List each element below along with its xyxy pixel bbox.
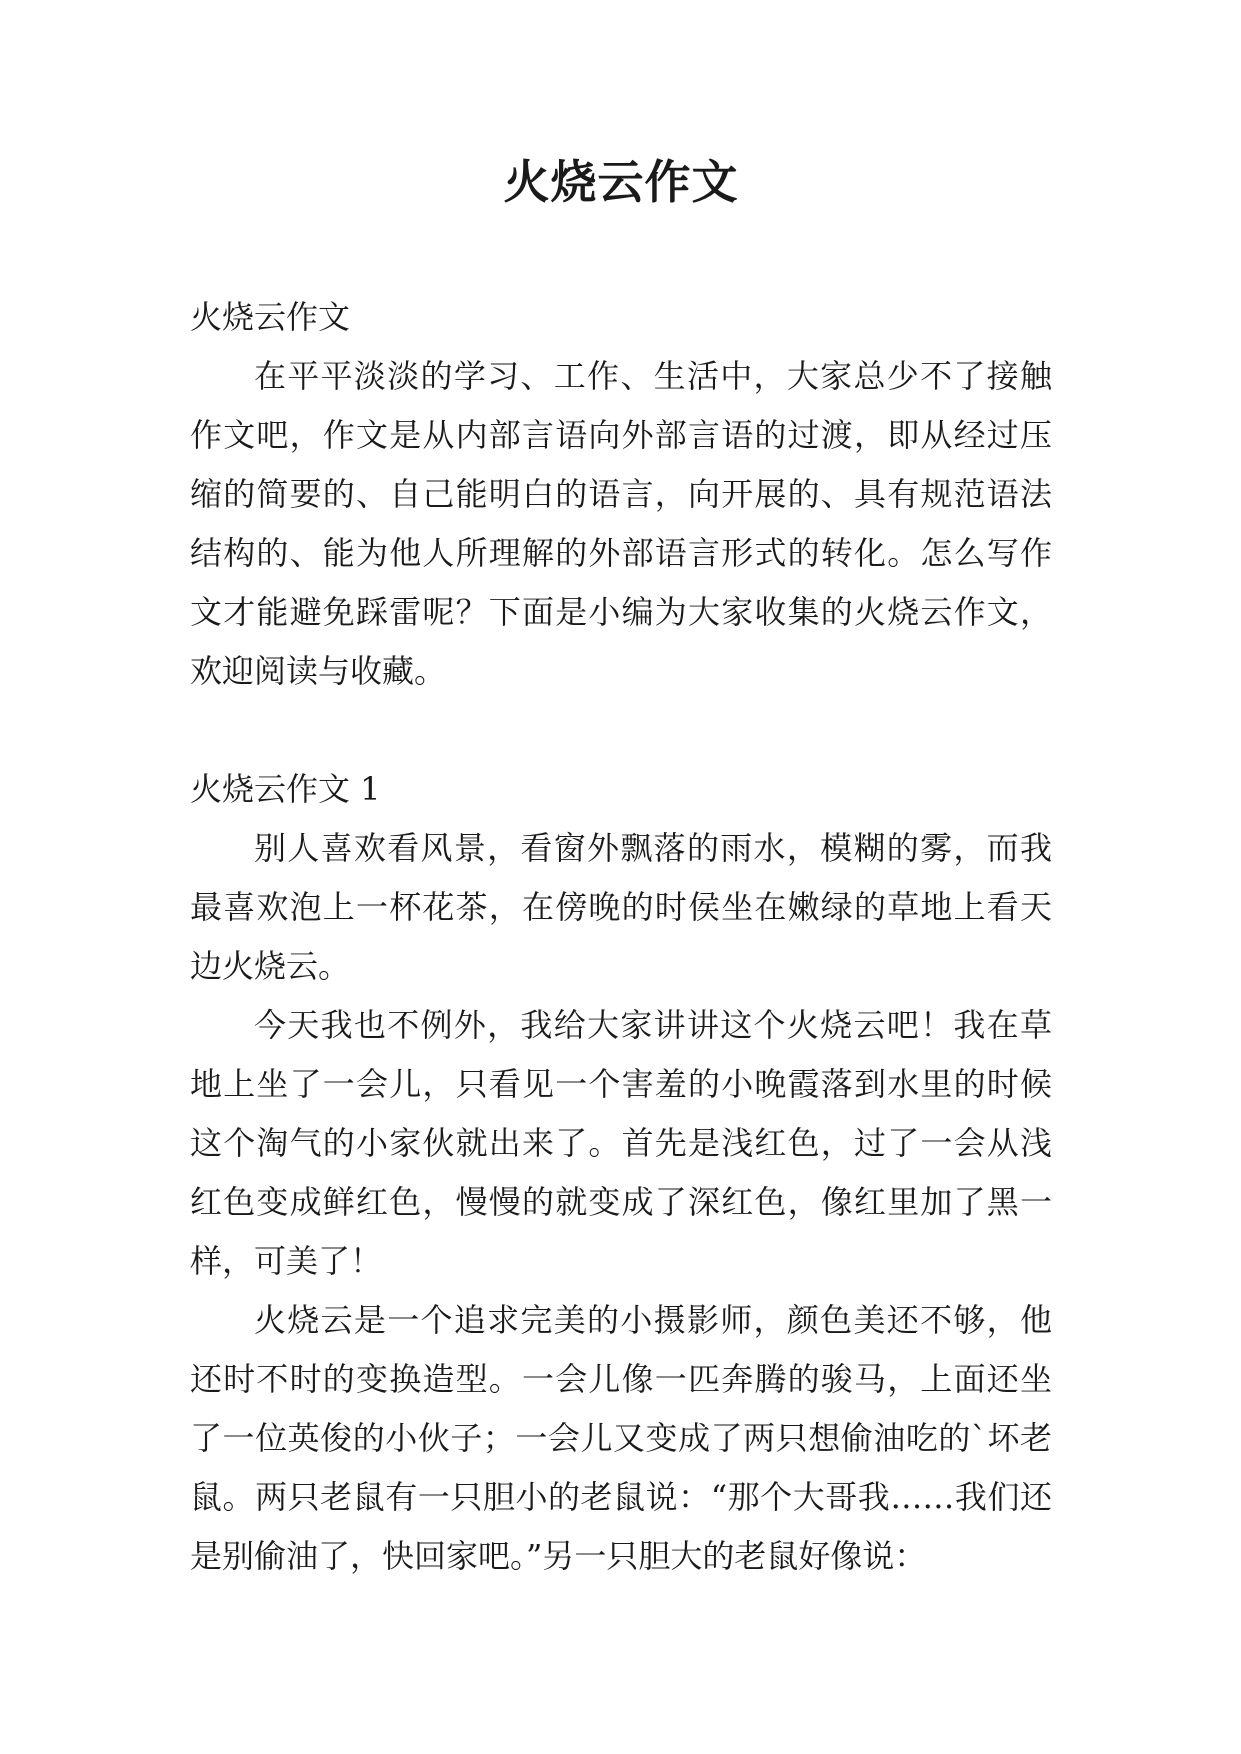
essay-1-paragraph: 火烧云是一个追求完美的小摄影师，颜色美还不够，他还时不时的变换造型。一会儿像一匹奔腾的骏马，上面还坐了一位英俊的小伙子；一会儿又变成了两只想偷油吃的`坏老鼠。两只老鼠有一只胆小的老鼠说：“那个大哥我……我们还是别偷油了，快回家吧。”另一只胆大的老鼠好像说： xyxy=(190,1301,1052,1575)
document-body xyxy=(190,288,1052,1586)
essay-1-paragraph: 今天我也不例外，我给大家讲讲这个火烧云吧！我在草地上坐了一会儿，只看见一个害羞的小晚霞落到水里的时候这个淘气的小家伙就出来了。首先是浅红色，过了一会从浅红色变成鲜红色，慢慢的就变成了深红色，像红里加了黑一样，可美了！ xyxy=(190,1006,1052,1280)
intro-paragraph: 在平平淡淡的学习、工作、生活中，大家总少不了接触作文吧，作文是从内部言语向外部言语的过渡，即从经过压缩的简要的、自己能明白的语言，向开展的、具有规范语法结构的、能为他人所理解的外部语言形式的转化。怎么写作文才能避免踩雷呢？下面是小编为大家收集的火烧云作文，欢迎阅读与收藏。 xyxy=(190,357,1052,690)
document-title: 火烧云作文 xyxy=(503,155,739,209)
essay-1-heading: 火烧云作文 1 xyxy=(190,770,381,808)
document-page xyxy=(190,0,1052,1754)
intro-heading: 火烧云作文 xyxy=(190,298,351,336)
essay-1-paragraph: 别人喜欢看风景，看窗外飘落的雨水，模糊的雾，而我最喜欢泡上一杯花茶，在傍晚的时侯坐在嫩绿的草地上看天边火烧云。 xyxy=(190,829,1052,985)
